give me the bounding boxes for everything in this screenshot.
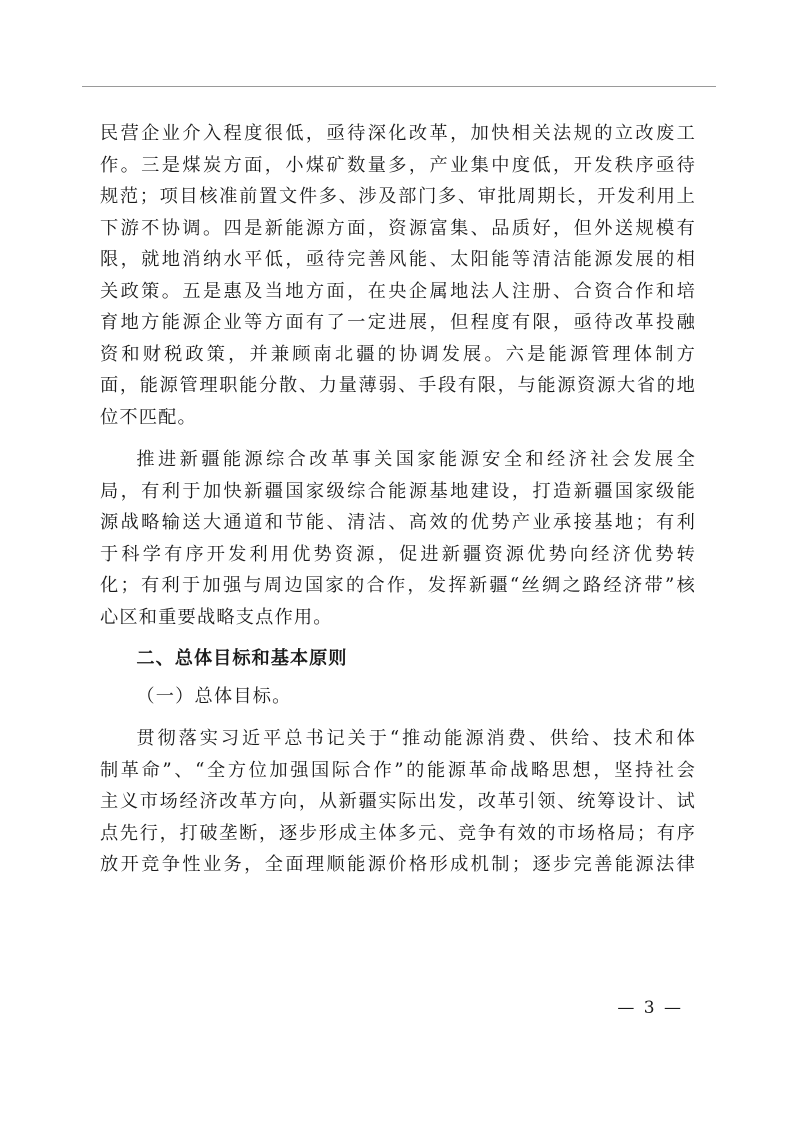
- text-line: 作。三是煤炭方面，小煤矿数量多，产业集中度低，开发秩序亟待: [100, 154, 696, 176]
- text-line: 源战略输送大通道和节能、清洁、高效的优势产业承接基地；有利: [100, 512, 696, 533]
- paragraph-significance: [100, 444, 696, 633]
- text-line: 于科学有序开发利用优势资源，促进新疆资源优势向经济优势转: [100, 543, 696, 565]
- subsection-heading: （一）总体目标。: [136, 685, 292, 707]
- text-line: 下游不协调。四是新能源方面，资源富集、品质好，但外送规模有: [100, 217, 696, 239]
- text-line: 资和财税政策，并兼顾南北疆的协调发展。六是能源管理体制方: [100, 343, 696, 365]
- header-rule: [82, 86, 716, 87]
- text-line: 限，就地消纳水平低，亟待完善风能、太阳能等清洁能源发展的相: [100, 249, 696, 270]
- paragraph-goals: [100, 723, 696, 881]
- text-line: 主义市场经济改革方向，从新疆实际出发，改革引领、统筹设计、试: [100, 791, 696, 812]
- page-number: — 3 —: [617, 998, 683, 1018]
- text-line: 民营企业介入程度很低，亟待深化改革，加快相关法规的立改废工: [100, 123, 696, 144]
- paragraph-problems: [100, 118, 696, 433]
- text-line: 局，有利于加快新疆国家级综合能源基地建设，打造新疆国家级能: [100, 480, 696, 502]
- text-line: 规范；项目核准前置文件多、涉及部门多、审批周期长，开发利用上: [100, 186, 696, 207]
- text-line: 放开竞争性业务，全面理顺能源价格形成机制；逐步完善能源法律: [100, 854, 696, 875]
- document-body: [100, 118, 696, 881]
- text-line: 贯彻落实习近平总书记关于“推动能源消费、供给、技术和体: [136, 728, 696, 749]
- text-line: 化；有利于加强与周边国家的合作，发挥新疆“丝绸之路经济带”核: [100, 575, 696, 596]
- text-line: 关政策。五是惠及当地方面，在央企属地法人注册、合资合作和培: [100, 280, 696, 302]
- text-line: 制革命”、“全方位加强国际合作”的能源革命战略思想，坚持社会: [100, 759, 696, 781]
- section-heading: 二、总体目标和基本原则: [136, 648, 348, 669]
- text-line: 育地方能源企业等方面有了一定进展，但程度有限，亟待改革投融: [100, 312, 696, 333]
- text-line: 位不匹配。: [100, 406, 197, 428]
- text-line: 面，能源管理职能分散、力量薄弱、手段有限，与能源资源大省的地: [100, 375, 696, 396]
- text-line: 点先行，打破垄断，逐步形成主体多元、竞争有效的市场格局；有序: [100, 822, 696, 844]
- text-line: 推进新疆能源综合改革事关国家能源安全和经济社会发展全: [136, 449, 696, 470]
- text-line: 心区和重要战略支点作用。: [100, 606, 333, 628]
